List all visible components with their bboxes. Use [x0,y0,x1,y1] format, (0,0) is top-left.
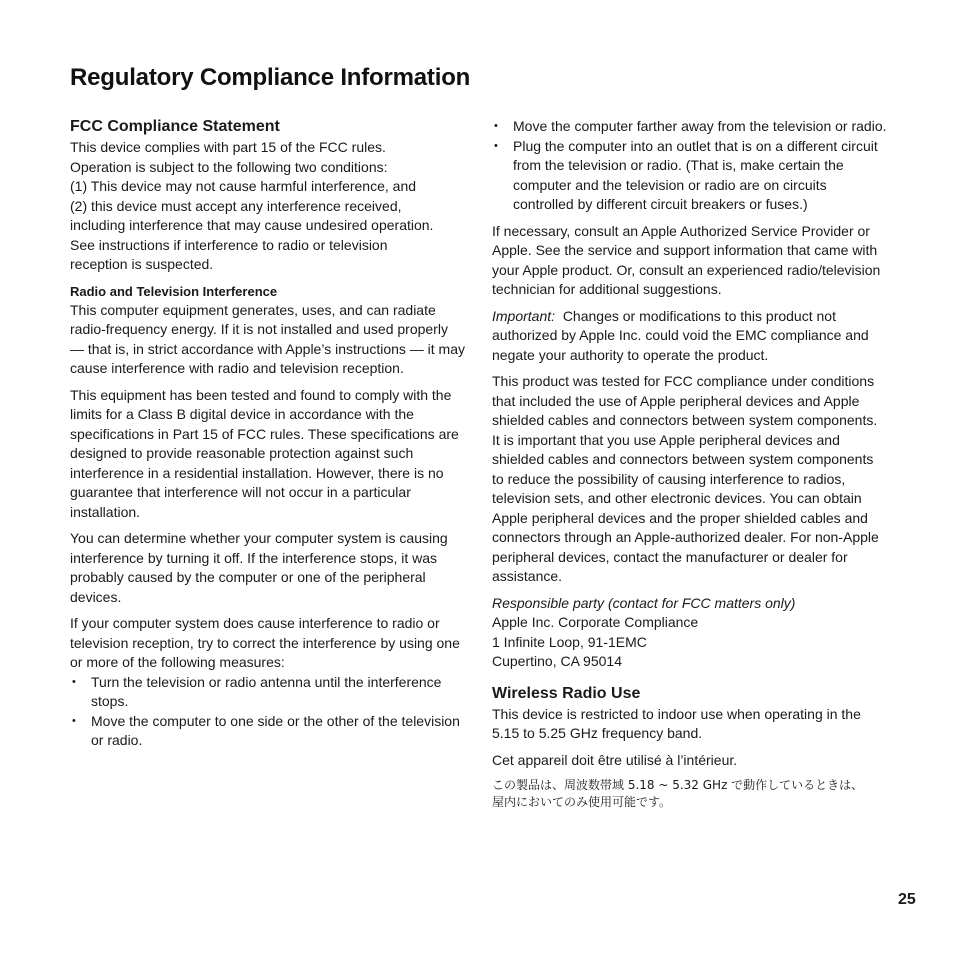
left-column [70,117,465,758]
wireless-paragraph: This device is restricted to indoor use when operating in the 5.15 to 5.25 GHz frequency band. [492,705,861,741]
fcc-compliance-text [70,138,465,275]
page-title: Regulatory Compliance Information [70,64,471,91]
list-item: • Plug the computer into an outlet that is on a different circuit from the television or radio. (That is, make certain the computer and the television or radio are on circuits controlled by different circuit breakers or fuses.) [492,137,887,215]
page-number: 25 [898,891,916,908]
fcc-line: reception is suspected. [70,256,214,272]
interference-paragraph: This computer equipment generates, uses, and can radiate radio-frequency energy. If it is not installed and used properly — that is, in strict accordance with Apple’s instructions — it may cause interference with radio and television reception. [70,301,466,376]
fcc-line: (1) This device may not cause harmful interference, and [70,178,417,194]
correct-interference-paragraph: If your computer system does cause interference to radio or television reception, try to correct the interference by using one or more of the following measures: [70,615,460,670]
consult-paragraph: If necessary, consult an Apple Authorized Service Provider or Apple. See the service and support information that came with your Apple product. Or, consult an experienced radio/television technician for additional suggestions. [492,222,881,297]
japanese-line: この製品は、周波数帯域 5.18 ~ 5.32 GHz で動作しているときは、 [492,778,864,792]
list-item: • Turn the television or radio antenna until the interference stops. [70,673,465,712]
right-column [492,117,887,818]
important-label: Important: [492,307,556,324]
japanese-paragraph [492,777,887,811]
fcc-line: See instructions if interference to radio or television [70,236,388,253]
fcc-line: Operation is subject to the following two conditions: [70,158,388,175]
address-line: Cupertino, CA 95014 [492,653,622,669]
important-paragraph [492,307,887,366]
fcc-line: This device complies with part 15 of the FCC rules. [70,139,386,155]
measures-list-left [70,673,465,751]
determine-interference-paragraph: You can determine whether your computer system is causing interference by turning it off. If the interference stops, it was probably caused by the computer or one of the peripheral devices. [70,530,448,605]
japanese-line: 屋内においてのみ使用可能です。 [492,795,672,809]
responsible-party-block [492,594,887,672]
radio-tv-interference-heading: Radio and Television Interference [70,283,278,299]
fcc-compliance-heading: FCC Compliance Statement [70,118,280,135]
important-text: Changes or modifications to this product not authorized by Apple Inc. could void the EMC compliance and negate your authority to operate the product. [492,307,869,363]
responsible-party-label: Responsible party (contact for FCC matters only) [492,594,796,611]
fcc-line: (2) this device must accept any interference received, [70,197,402,214]
class-b-paragraph: This equipment has been tested and found to comply with the limits for a Class B digital device in accordance with the specifications in Part 15 of FCC rules. These specifications are designed to provide reasonable protection against such interference in a residential installation. However, there is no guarantee that interference will not occur in a particular installation. [70,386,459,520]
address-line: 1 Infinite Loop, 91-1EMC [492,633,647,650]
list-item: • Move the computer farther away from the television or radio. [492,117,887,137]
fcc-line: including interference that may cause undesired operation. [70,217,434,233]
measures-list-right [492,117,887,215]
address-line: Apple Inc. Corporate Compliance [492,614,699,630]
wireless-radio-heading: Wireless Radio Use [492,684,641,702]
french-paragraph: Cet appareil doit être utilisé à l’intérieur. [492,751,738,768]
tested-paragraph: This product was tested for FCC compliance under conditions that included the use of Apple peripheral devices and Apple shielded cables and connectors between system components. It is important that you use Apple peripheral devices and shielded cables and connectors between system components to reduce the possibility of causing interference to radios, television sets, and other electronic devices. You can obtain Apple peripheral devices and the proper shielded cables and connectors through an Apple-authorized dealer. For non-Apple peripheral devices, contact the manufacturer or dealer for assistance. [492,373,879,584]
list-item: • Move the computer to one side or the other of the television or radio. [70,712,465,751]
